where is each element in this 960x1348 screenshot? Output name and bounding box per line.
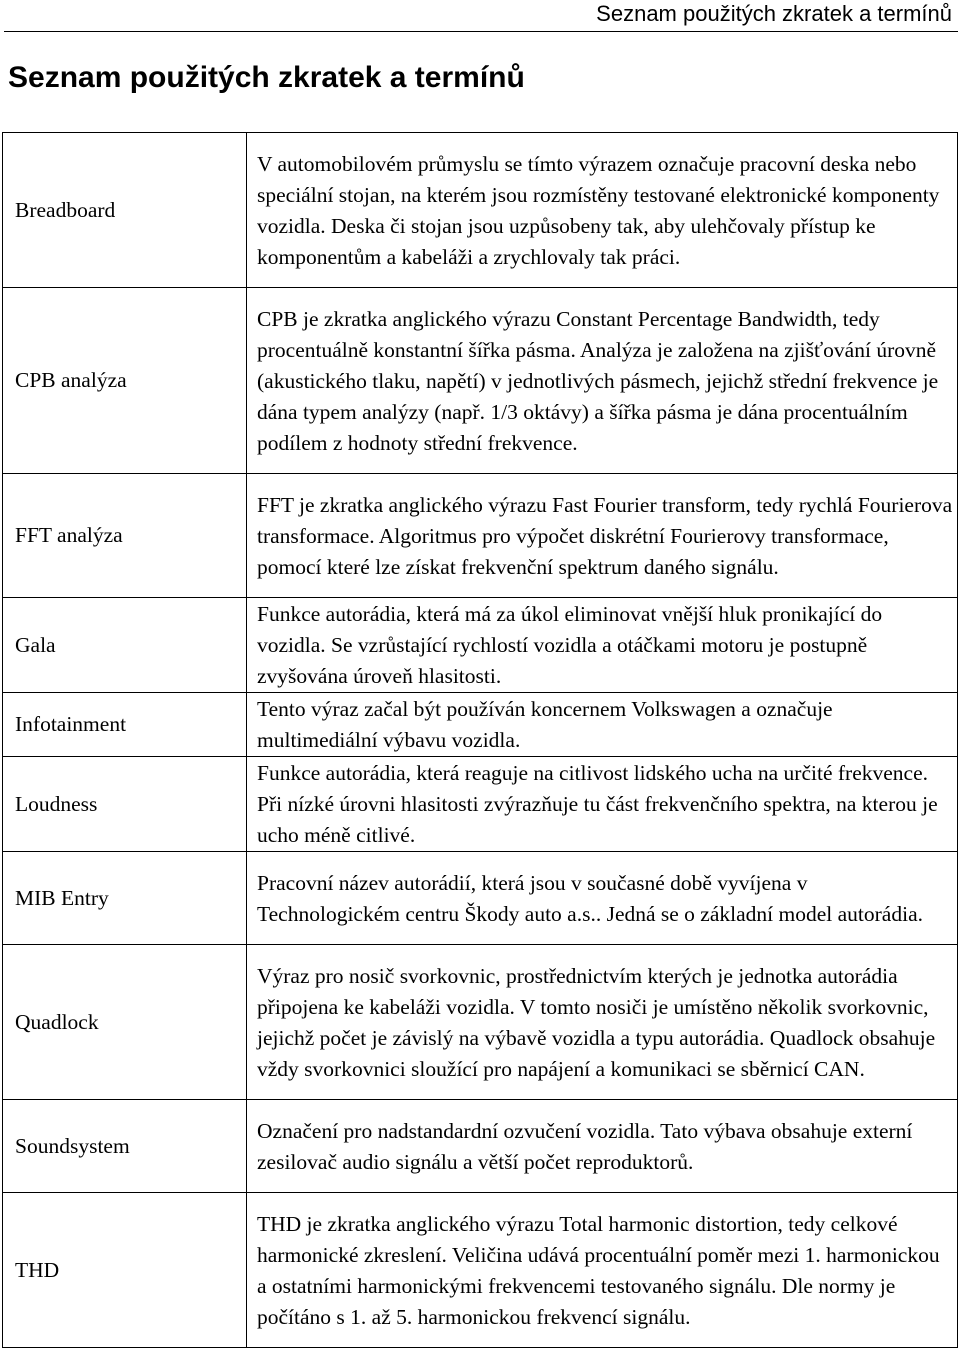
term-cell: Quadlock	[3, 945, 247, 1100]
table-row	[3, 1193, 958, 1348]
definition-cell: Výraz pro nosič svorkovnic, prostřednictvím kterých je jednotka autorádia připojena ke kabeláži vozidla. V tomto nosiči je umístěno několik svorkovnic, jejichž počet je závislý na výbavě vozidla a typu autorádia. Quadlock obsahuje vždy svorkovnici sloužící pro napájení a komunikaci se sběrnicí CAN.	[247, 945, 958, 1100]
page-title: Seznam použitých zkratek a termínů	[8, 61, 525, 94]
table-row	[3, 598, 958, 693]
definition-cell: Pracovní název autorádií, která jsou v současné době vyvíjena v Technologickém centru Škody auto a.s.. Jedná se o základní model autorádia.	[247, 852, 958, 945]
term-cell: CPB analýza	[3, 288, 247, 474]
running-header: Seznam použitých zkratek a termínů	[596, 1, 952, 26]
table-row	[3, 288, 958, 474]
header-rule	[4, 31, 958, 32]
definition-cell: CPB je zkratka anglického výrazu Constant Percentage Bandwidth, tedy procentuálně konstantní šířka pásma. Analýza je založena na zjišťování úrovně (akustického tlaku, napětí) v jednotlivých pásmech, jejichž střední frekvence je dána typem analýzy (např. 1/3 oktávy) a šířka pásma je dána procentuálním podílem z hodnoty střední frekvence.	[247, 288, 958, 474]
table-row	[3, 945, 958, 1100]
definition-cell: Označení pro nadstandardní ozvučení vozidla. Tato výbava obsahuje externí zesilovač audio signálu a větší počet reproduktorů.	[247, 1100, 958, 1193]
table-row	[3, 757, 958, 852]
terms-table	[2, 132, 958, 1348]
term-cell: Gala	[3, 598, 247, 693]
definition-cell: Tento výraz začal být používán koncernem Volkswagen a označuje multimediální výbavu vozidla.	[247, 693, 958, 757]
definition-cell: FFT je zkratka anglického výrazu Fast Fourier transform, tedy rychlá Fourierova transformace. Algoritmus pro výpočet diskrétní Fourierovy transformace, pomocí které lze získat frekvenční spektrum daného signálu.	[247, 474, 958, 598]
table-row	[3, 852, 958, 945]
term-cell: FFT analýza	[3, 474, 247, 598]
table-row	[3, 1100, 958, 1193]
definition-cell: V automobilovém průmyslu se tímto výrazem označuje pracovní deska nebo speciální stojan, na kterém jsou rozmístěny testované elektronické komponenty vozidla. Deska či stojan jsou uzpůsobeny tak, aby ulehčovaly přístup ke komponentům a kabeláži a zrychlovaly tak práci.	[247, 133, 958, 288]
term-cell: Soundsystem	[3, 1100, 247, 1193]
term-cell: Loudness	[3, 757, 247, 852]
term-cell: Breadboard	[3, 133, 247, 288]
table-row	[3, 474, 958, 598]
term-cell: MIB Entry	[3, 852, 247, 945]
term-cell: THD	[3, 1193, 247, 1348]
table-row	[3, 693, 958, 757]
definition-cell: THD je zkratka anglického výrazu Total harmonic distortion, tedy celkové harmonické zkreslení. Veličina udává procentuální poměr mezi 1. harmonickou a ostatními harmonickými frekvencemi testovaného signálu. Dle normy je počítáno s 1. až 5. harmonickou frekvencí signálu.	[247, 1193, 958, 1348]
table-row	[3, 133, 958, 288]
definition-cell: Funkce autorádia, která reaguje na citlivost lidského ucha na určité frekvence. Při nízké úrovni hlasitosti zvýrazňuje tu část frekvenčního spektra, na kterou je ucho méně citlivé.	[247, 757, 958, 852]
term-cell: Infotainment	[3, 693, 247, 757]
definition-cell: Funkce autorádia, která má za úkol eliminovat vnější hluk pronikající do vozidla. Se vzrůstající rychlostí vozidla a otáčkami motoru je postupně zvyšována úroveň hlasitosti.	[247, 598, 958, 693]
